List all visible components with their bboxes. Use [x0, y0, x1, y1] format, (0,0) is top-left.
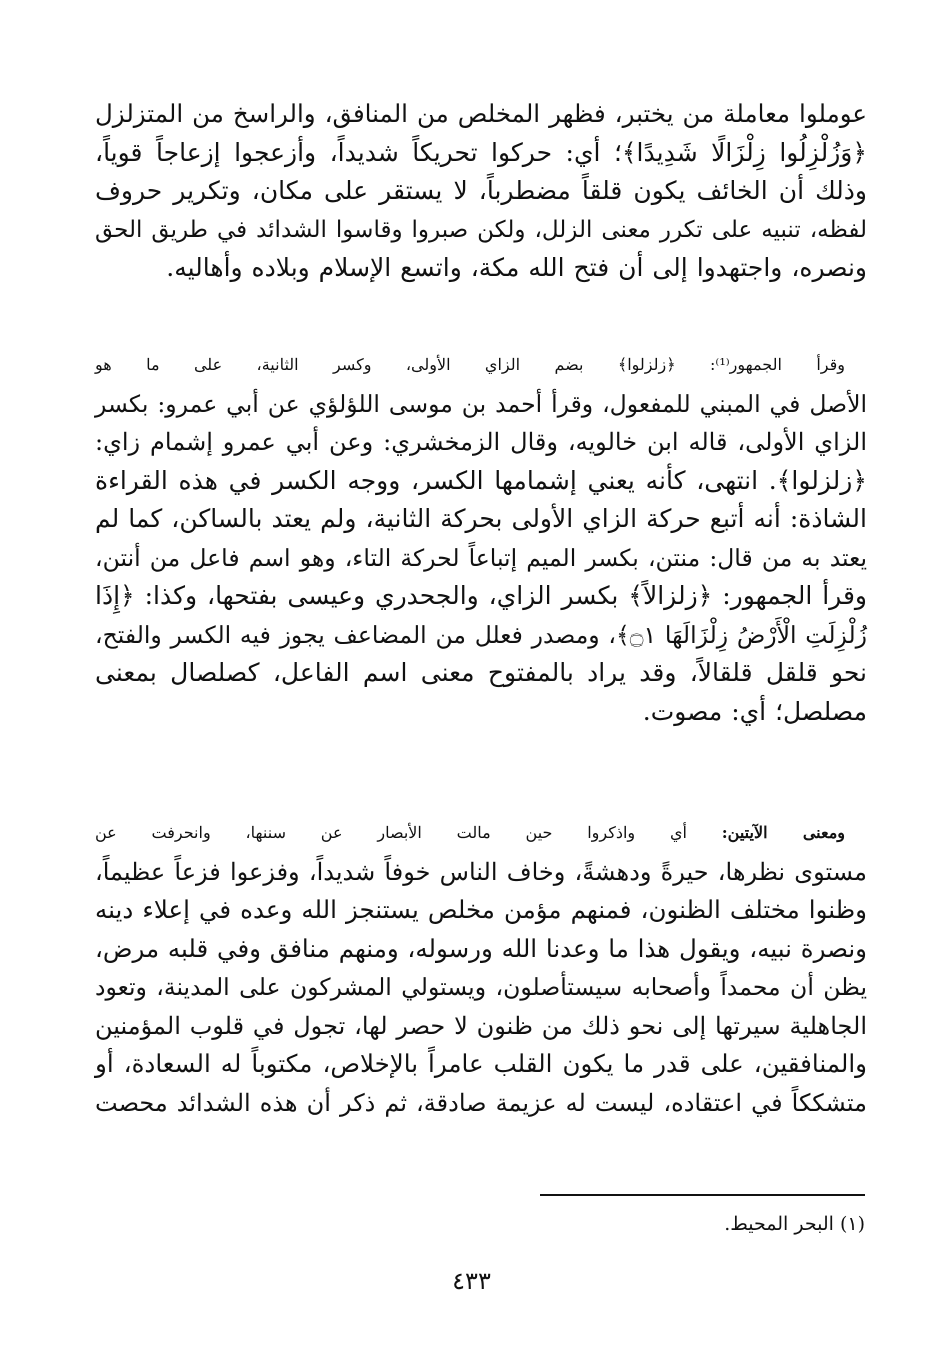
- footnote-separator: [540, 1194, 865, 1196]
- text-line: والمنافقين، على قدر ما يكون القلب عامراً بالإخلاص، مكتوباً له السعادة، أو: [95, 1049, 867, 1078]
- text-line: زُلْزِلَتِ الْأَرْضُ زِلْزَالَهَا ۝١﴾، ومصدر فعلل من المضاعف يجوز فيه الكسر والفتح،: [95, 620, 868, 649]
- text-line: يعتد به من قال: منتن، بكسر الميم إتباعاً لحركة التاء، وهو اسم فاعل من أنتن،: [95, 543, 867, 572]
- text-line: مصلصل؛ أي: مصوت.: [642, 696, 867, 726]
- text-line: نحو قلقل قلقالاً، وقد يراد بالمفتوح معنى اسم الفاعل، كصلصال بمعنى: [95, 658, 867, 687]
- text-line: الأصل في المبني للمفعول، وقرأ أحمد بن موسى اللؤلؤي عن أبي عمرو: بكسر: [95, 389, 867, 418]
- text-line: وقرأ الجمهور⁽¹⁾: ﴿زلزلوا﴾ بضم الزاي الأولى، وكسر الثانية، على ما هو: [95, 355, 845, 374]
- text-line: متشككاً في اعتقاده، ليست له عزيمة صادقة، ثم ذكر أن هذه الشدائد محصت: [95, 1088, 867, 1117]
- footnote: (١) البحر المحيط.: [724, 1213, 865, 1235]
- text-line: وقرأ الجمهور: ﴿زلزالاً﴾ بكسر الزاي، والجحدري وعيسى بفتحها، وكذا: ﴿إِذَا: [95, 581, 867, 610]
- text-line: وظنوا مختلف الظنون، فمنهم مؤمن مخلص يستنجز الله وعده في إعلاء دينه: [95, 895, 867, 924]
- paragraph-3: [95, 814, 867, 1122]
- page-number: ٤٣٣: [452, 1267, 491, 1295]
- text-line: وذلك أن الخائف يكون قلقاً مضطرباً، لا يستقر على مكان، وتكرير حروف: [95, 176, 867, 205]
- paragraph-2: [95, 346, 867, 731]
- text-line: ﴿وَزُلْزِلُوا زِلْزَالًا شَدِيدًا﴾؛ أي: حركوا تحريكاً شديداً، وأزعجوا إزعاجاً قوياً،: [95, 137, 867, 167]
- text-line: مستوى نظرها، حيرةً ودهشةً، وخاف الناس خوفاً شديداً، وفزعوا فزعاً عظيماً،: [95, 857, 867, 886]
- text-line: الجاهلية سيرتها إلى نحو ذلك من ظنون لا حصر لها، تجول في قلوب المؤمنين: [95, 1011, 867, 1040]
- text-line: ونصرة نبيه، ويقول هذا ما وعدنا الله ورسوله، ومنهم منافق وفي قلبه مرض،: [94, 933, 867, 963]
- text-line: الزاي الأولى، قاله ابن خالويه، وقال الزمخشري: وعن أبي عمرو إشمام زاي:: [95, 428, 867, 456]
- text-line: ونصره، واجتهدوا إلى أن فتح الله مكة، واتسع الإسلام وبلاده وأهاليه.: [166, 253, 867, 282]
- text-line: عوملوا معاملة من يختبر، فظهر المخلص من المنافق، والراسخ من المتزلزل: [95, 99, 867, 128]
- text-line: [95, 814, 867, 853]
- text-line: الشاذة: أنه أتبع حركة الزاي الأولى بحركة الثانية، ولم يعتد بالساكن، كما لم: [95, 504, 867, 533]
- paragraph-heading: ومعنى الآيتين:: [721, 823, 846, 842]
- paragraph-1: [95, 95, 867, 288]
- text-line: ﴿زلزلوا﴾. انتهى، كأنه يعني إشمامها الكسر، ووجه الكسر في هذه القراءة: [95, 465, 867, 495]
- text-span: أي واذكروا حين مالت الأبصار عن سننها، وانحرفت عن: [95, 823, 722, 842]
- text-line: يظن أن محمداً وأصحابه سيستأصلون، ويستولي المشركون على المدينة، وتعود: [95, 973, 867, 1001]
- text-line: لفظه، تنبيه على تكرر معنى الزلل، ولكن صبروا وقاسوا الشدائد في طريق الحق: [95, 216, 867, 243]
